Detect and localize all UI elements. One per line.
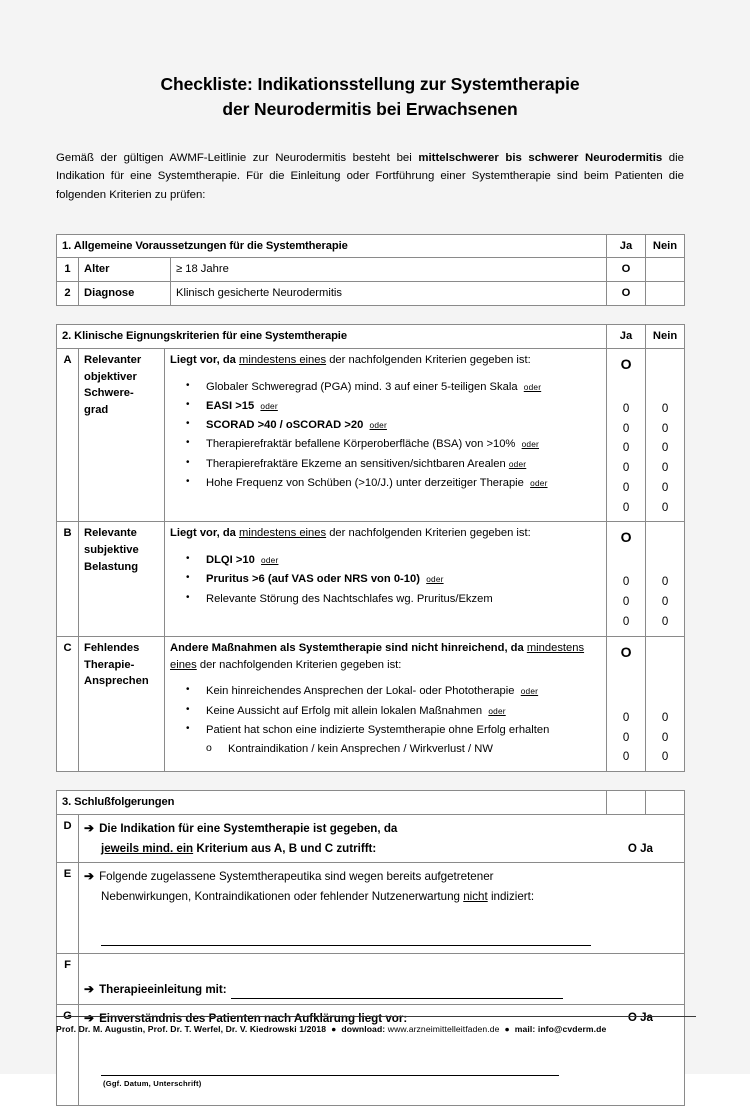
arrow-icon: ➔	[84, 868, 95, 883]
intro-part-1: Gemäß der gültigen AWMF-Leitlinie zur Neurodermitis besteht bei	[56, 151, 419, 164]
checkbox-nein[interactable]: 0	[661, 402, 669, 415]
checkbox-nein[interactable]	[646, 258, 685, 282]
signature-note: (Ggf. Datum, Unterschrift)	[103, 1079, 202, 1089]
column-header-ja: Ja	[607, 324, 646, 348]
criteria-block-b	[57, 522, 685, 636]
section-3-header-row	[57, 791, 685, 815]
criterion-text: Therapierefraktär befallene Körperoberfläche (BSA) von >10%	[206, 438, 516, 451]
document-content	[56, 0, 684, 1106]
checkbox-ja[interactable]: 0	[622, 711, 630, 724]
lead-underline: mindestens eines	[170, 641, 585, 671]
criterion-text: Patient hat schon eine indizierte Systemtherapie ohne Erfolg erhalten	[206, 723, 550, 736]
block-letter: A	[57, 348, 79, 522]
row-number: 2	[57, 282, 79, 306]
title-line-2: der Neurodermitis bei Erwachsenen	[222, 99, 518, 120]
checkbox-ja-lead[interactable]: O	[620, 529, 632, 546]
signature-line[interactable]	[101, 1075, 559, 1076]
checkbox-ja[interactable]: 0	[622, 402, 630, 415]
checkbox-ja[interactable]: O	[607, 282, 646, 306]
page-title	[56, 0, 684, 123]
criterion-item	[186, 416, 601, 435]
ja-column-c	[607, 636, 646, 771]
row-text: ≥ 18 Jahre	[171, 258, 607, 282]
conclusion-line-1	[84, 979, 679, 1000]
block-body	[165, 522, 607, 636]
checkbox-ja[interactable]: 0	[622, 751, 630, 764]
column-header-nein: Nein	[646, 324, 685, 348]
fill-line[interactable]	[231, 998, 413, 999]
footer-bullet-icon: ●	[331, 1024, 337, 1034]
oder-label: oder	[520, 686, 539, 697]
checkbox-ja[interactable]: 0	[622, 442, 630, 455]
oder-label: oder	[523, 381, 542, 392]
criterion-text: Relevante Störung des Nachtschlafes wg. Pruritus/Ekzem	[206, 592, 493, 605]
criterion-item	[186, 397, 601, 416]
column-header-nein: Nein	[646, 234, 685, 258]
fill-line[interactable]	[413, 998, 563, 999]
ja-column-b	[607, 522, 646, 636]
block-lead-text	[170, 352, 601, 369]
row-letter: G	[57, 1005, 79, 1105]
block-body	[165, 636, 607, 771]
checkbox-nein[interactable]: 0	[661, 576, 669, 589]
checkbox-nein[interactable]: 0	[661, 616, 669, 629]
conclusion-line-2	[84, 887, 679, 907]
checkbox-ja[interactable]: 0	[622, 462, 630, 475]
section-1-header-row	[57, 234, 685, 258]
criterion-item	[186, 378, 601, 397]
footer-bullet-icon: ●	[504, 1024, 510, 1034]
checkbox-ja-label[interactable]: O Ja	[627, 841, 653, 855]
conclusion-text-2a: Nebenwirkungen, Kontraindikationen oder fehlender Nutzenerwartung	[101, 889, 464, 903]
criteria-block-c	[57, 636, 685, 771]
criterion-text: Globaler Schweregrad (PGA) mind. 3 auf einer 5-teiligen Skala	[206, 380, 518, 393]
checkbox-ja[interactable]: 0	[622, 596, 630, 609]
checkbox-ja[interactable]: 0	[622, 731, 630, 744]
block-body	[165, 348, 607, 522]
criteria-list-a	[170, 378, 601, 494]
oder-label: oder	[426, 574, 444, 585]
conclusion-row-f	[57, 953, 685, 1005]
checkbox-nein[interactable]: 0	[661, 596, 669, 609]
section-2-table	[56, 324, 685, 772]
lead-pre: Liegt vor, da	[170, 353, 240, 366]
block-label-line: Relevante	[84, 527, 137, 540]
checkbox-ja[interactable]: 0	[622, 422, 630, 435]
criterion-text: SCORAD >40 / oSCORAD >20	[206, 419, 364, 432]
block-label-line: grad	[84, 404, 109, 417]
oder-label: oder	[261, 555, 279, 566]
block-label	[79, 522, 165, 636]
checkbox-nein[interactable]: 0	[661, 501, 669, 514]
section-3-nein-cell	[646, 791, 685, 815]
table-row	[57, 282, 685, 306]
criterion-text: Keine Aussicht auf Erfolg mit allein lokalen Maßnahmen	[206, 704, 483, 717]
checkbox-ja[interactable]: 0	[622, 576, 630, 589]
checkbox-nein[interactable]: 0	[661, 751, 669, 764]
oder-label: oder	[521, 439, 540, 450]
oder-label: oder	[369, 420, 387, 431]
section-1-table	[56, 234, 685, 306]
row-label: Diagnose	[79, 282, 171, 306]
nein-column-a	[646, 348, 685, 522]
block-label-line: objektiver	[84, 370, 137, 383]
conclusion-text-2b: indiziert:	[487, 889, 535, 903]
section-3-table	[56, 790, 685, 1105]
criterion-item	[186, 721, 601, 740]
block-label-line: subjektive	[84, 544, 139, 557]
block-letter: C	[57, 636, 79, 771]
criteria-block-a	[57, 348, 685, 522]
criterion-subitem	[206, 740, 601, 759]
row-number: 1	[57, 258, 79, 282]
criterion-item	[186, 551, 601, 570]
block-lead-text	[170, 640, 601, 674]
conclusion-text-1: Therapieeinleitung mit:	[99, 982, 227, 996]
block-letter: B	[57, 522, 79, 636]
oder-label: oder	[508, 458, 527, 469]
footer-mail-label: mail:	[514, 1024, 536, 1034]
block-label-line: Therapie-	[84, 658, 135, 671]
oder-label: oder	[260, 400, 278, 411]
intro-bold-emphasis: mittelschwerer bis schwerer Neurodermitis	[418, 151, 663, 164]
row-body	[79, 814, 685, 862]
criterion-item	[186, 682, 601, 701]
lead-underline: mindestens eines	[239, 353, 327, 366]
conclusion-underline: nicht	[463, 889, 488, 903]
criteria-list-c	[170, 682, 601, 740]
checkbox-ja-lead[interactable]: O	[620, 355, 632, 372]
criterion-text: DLQI >10	[206, 554, 255, 567]
lead-pre: Andere Maßnahmen als Systemtherapie sind nicht hinreichend, da	[170, 641, 527, 654]
block-label-line: Ansprechen	[84, 675, 149, 688]
checkbox-nein[interactable]	[646, 282, 685, 306]
footer-download-label: download:	[341, 1024, 386, 1034]
nein-column-b	[646, 522, 685, 636]
checkbox-nein[interactable]: 0	[661, 711, 669, 724]
checkbox-ja-lead[interactable]: O	[620, 643, 632, 660]
arrow-icon: ➔	[84, 981, 95, 996]
section-2-title: 2. Klinische Eignungskriterien für eine Systemtherapie	[57, 324, 607, 348]
ja-column-a	[607, 348, 646, 522]
criterion-text: Hohe Frequenz von Schüben (>10/J.) unter derzeitiger Therapie	[206, 476, 524, 489]
arrow-icon: ➔	[84, 820, 95, 835]
row-letter: E	[57, 862, 79, 953]
oder-label: oder	[530, 477, 548, 488]
block-label	[79, 636, 165, 771]
intro-paragraph	[56, 149, 684, 204]
conclusion-line-2	[84, 839, 679, 859]
criterion-item	[186, 455, 601, 474]
block-label-line: Schwere-	[84, 387, 134, 400]
checkbox-ja[interactable]: 0	[622, 481, 630, 494]
criterion-text: Kein hinreichendes Ansprechen der Lokal- oder Phototherapie	[206, 685, 515, 698]
fill-line[interactable]	[373, 945, 591, 946]
criteria-sublist-c	[170, 740, 601, 759]
title-line-1: Checkliste: Indikationsstellung zur Systemtherapie	[160, 74, 580, 94]
conclusion-text-2: Kriterium aus A, B und C zutrifft:	[193, 841, 377, 855]
conclusion-line-1	[84, 818, 679, 839]
oder-label: oder	[488, 705, 506, 716]
fill-in-lines-e[interactable]	[84, 929, 679, 946]
block-label-line: Fehlendes	[84, 641, 140, 654]
block-label-line: Relevanter	[84, 353, 142, 366]
block-label	[79, 348, 165, 522]
conclusion-row-d	[57, 814, 685, 862]
criterion-item	[186, 435, 601, 454]
page-footer	[56, 1016, 696, 1034]
criterion-text: Therapierefraktäre Ekzeme an sensitiven/sichtbaren Arealen	[206, 457, 506, 470]
conclusion-text-1: Folgende zugelassene Systemtherapeutika sind wegen bereits aufgetretener	[99, 869, 494, 883]
subitem-text: Kontraindikation / kein Ansprechen / Wirkverlust / NW	[228, 743, 493, 756]
row-letter: D	[57, 814, 79, 862]
table-row	[57, 258, 685, 282]
section-1-title: 1. Allgemeine Voraussetzungen für die Systemtherapie	[57, 234, 607, 258]
lead-pre: Liegt vor, da	[170, 527, 240, 540]
fill-line[interactable]	[101, 945, 373, 946]
block-lead-text	[170, 525, 601, 542]
lead-post: der nachfolgenden Kriterien gegeben ist:	[326, 527, 531, 540]
criteria-list-b	[170, 551, 601, 609]
criterion-text: EASI >15	[206, 399, 255, 412]
nein-column-c	[646, 636, 685, 771]
checkbox-ja[interactable]: O	[607, 258, 646, 282]
row-letter: F	[57, 953, 79, 1005]
arrow-icon: ➔	[84, 1011, 95, 1026]
checkbox-ja-label[interactable]: O Ja	[627, 1011, 653, 1025]
conclusion-line-1	[84, 866, 679, 887]
footer-download-url[interactable]: www.arzneimittelleitfaden.de	[387, 1024, 500, 1034]
section-3-title: 3. Schlußfolgerungen	[57, 791, 607, 815]
block-label-line: Belastung	[84, 561, 139, 573]
row-body	[79, 862, 685, 953]
checkbox-nein[interactable]: 0	[661, 422, 669, 435]
criterion-item	[186, 702, 601, 721]
section-3-ja-cell	[607, 791, 646, 815]
criterion-item	[186, 570, 601, 589]
checkbox-ja[interactable]: 0	[622, 501, 630, 514]
column-header-ja: Ja	[607, 234, 646, 258]
row-label: Alter	[79, 258, 171, 282]
footer-authors: Prof. Dr. M. Augustin, Prof. Dr. T. Werfel, Dr. V. Kiedrowski 1/2018	[56, 1024, 327, 1034]
criterion-item	[186, 590, 601, 609]
lead-underline: mindestens eines	[239, 527, 327, 540]
footer-mail-address[interactable]: info@cvderm.de	[537, 1024, 607, 1034]
row-text: Klinisch gesicherte Neurodermitis	[171, 282, 607, 306]
checkbox-nein[interactable]: 0	[661, 731, 669, 744]
intro-part-2: die Indikation für eine Systemtherapie. Für die Einleitung oder Fortführung einer Systemtherapie sind beim Patienten die folgenden Kriterien zu prüfen:	[56, 151, 684, 201]
section-2-header-row	[57, 324, 685, 348]
row-body	[79, 953, 685, 1005]
checkbox-ja[interactable]: 0	[622, 616, 630, 629]
conclusion-underline: jeweils mind. ein	[101, 841, 194, 855]
conclusion-row-e	[57, 862, 685, 953]
lead-post: der nachfolgenden Kriterien gegeben ist:	[326, 353, 531, 366]
checkbox-nein[interactable]: 0	[661, 462, 669, 475]
conclusion-text-1: Die Indikation für eine Systemtherapie ist gegeben, da	[99, 821, 398, 835]
checkbox-nein[interactable]: 0	[661, 481, 669, 494]
criterion-text: Pruritus >6 (auf VAS oder NRS von 0-10)	[206, 573, 420, 586]
criterion-item	[186, 474, 601, 493]
checkbox-nein[interactable]: 0	[661, 442, 669, 455]
lead-post: der nachfolgenden Kriterien gegeben ist:	[196, 658, 402, 671]
conclusion-text-1: Einverständnis des Patienten nach Aufklärung liegt vor:	[99, 1012, 408, 1026]
